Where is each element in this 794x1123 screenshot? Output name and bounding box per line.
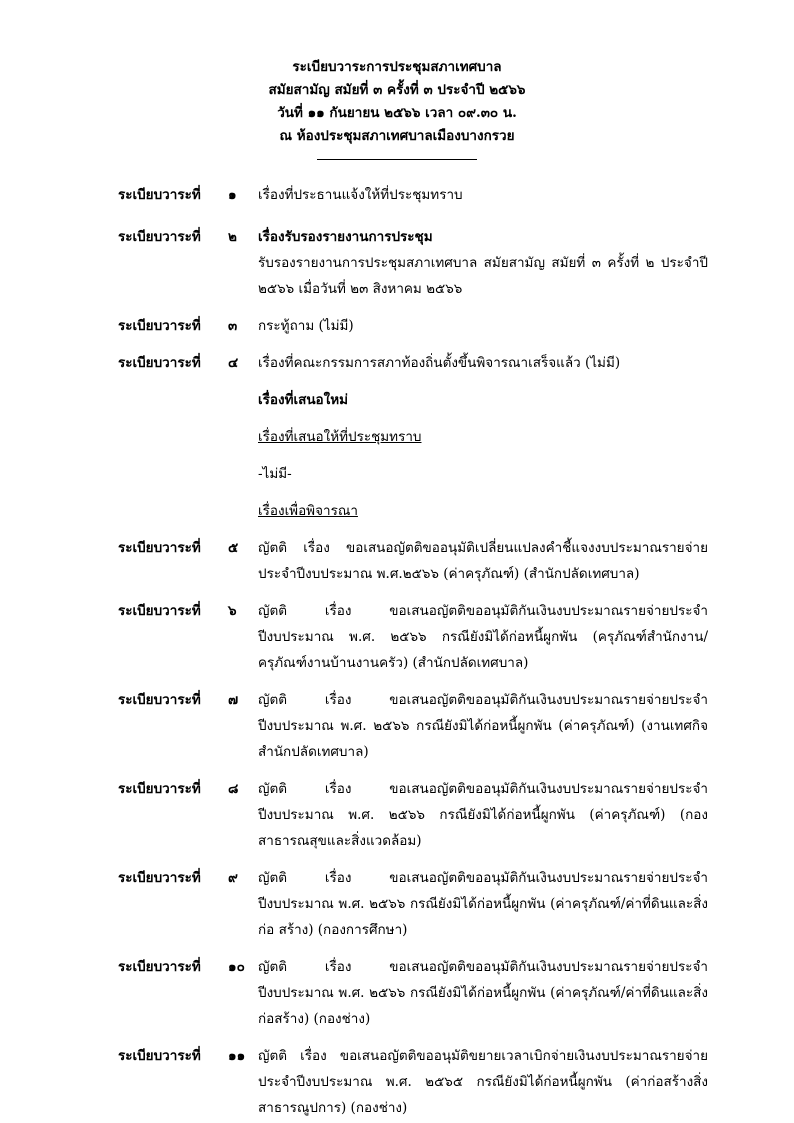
agenda-number: ๗ bbox=[228, 692, 239, 708]
header-date-time: วันที่ ๑๑ กันยายน ๒๕๖๖ เวลา ๐๙.๓๐ น. bbox=[277, 105, 517, 121]
agenda-text: ญัตติ เรื่อง ขอเสนอญัตติขออนุมัติกันเงินงบประมาณรายจ่ายประจำปีงบประมาณ พ.ศ. ๒๕๖๖ กรณียังมิได้ก่อหนี้ผูกพัน (ค่าครุภัณฑ์) (งานเทศกิจสำนักปลัดเทศบาล) bbox=[258, 692, 708, 760]
inform-none: -ไม่มี- bbox=[258, 466, 292, 482]
agenda-item-9 bbox=[118, 865, 708, 943]
agenda-number: ๖ bbox=[228, 603, 237, 619]
agenda-number: ๓ bbox=[228, 318, 238, 334]
agenda-body bbox=[258, 224, 708, 302]
agenda-label: ระเบียบวาระที่ bbox=[118, 1048, 201, 1064]
agenda-label: ระเบียบวาระที่ bbox=[118, 692, 201, 708]
agenda-text: ญัตติ เรื่อง ขอเสนอญัตติขออนุมัติเปลี่ยนแปลงคำชี้แจงงบประมาณรายจ่ายประจำปีงบประมาณ พ.ศ.๒๕๖๖ (ค่าครุภัณฑ์) (สำนักปลัดเทศบาล) bbox=[258, 540, 708, 582]
agenda-number: ๑๑ bbox=[228, 1048, 246, 1064]
agenda-item-8 bbox=[118, 776, 708, 854]
agenda-item-5 bbox=[118, 535, 708, 587]
agenda-item-7 bbox=[118, 687, 708, 765]
agenda-label: ระเบียบวาระที่ bbox=[118, 781, 201, 797]
agenda-number: ๑๐ bbox=[228, 959, 245, 975]
agenda-label: ระเบียบวาระที่ bbox=[118, 959, 201, 975]
agenda-label: ระเบียบวาระที่ bbox=[118, 355, 201, 371]
agenda-label: ระเบียบวาระที่ bbox=[118, 870, 201, 886]
header-venue: ณ ห้องประชุมสภาเทศบาลเมืองบางกรวย bbox=[279, 128, 515, 144]
header-title: ระเบียบวาระการประชุมสภาเทศบาล bbox=[292, 59, 502, 75]
agenda-label: ระเบียบวาระที่ bbox=[118, 540, 201, 556]
agenda-title: เรื่องที่คณะกรรมการสภาท้องถิ่นตั้งขึ้นพิจารณาเสร็จแล้ว (ไม่มี) bbox=[258, 355, 621, 371]
agenda-number: ๘ bbox=[228, 781, 239, 797]
agenda-item-10 bbox=[118, 954, 708, 1032]
agenda-title: กระทู้ถาม (ไม่มี) bbox=[258, 318, 354, 334]
agenda-number: ๒ bbox=[228, 229, 237, 245]
agenda-label: ระเบียบวาระที่ bbox=[118, 229, 201, 245]
agenda-number: ๙ bbox=[228, 870, 238, 886]
inform-heading: เรื่องที่เสนอให้ที่ประชุมทราบ bbox=[258, 429, 422, 445]
document-header bbox=[0, 56, 794, 160]
header-divider bbox=[317, 159, 477, 160]
agenda-text: ญัตติ เรื่อง ขอเสนอญัตติขออนุมัติกันเงินงบประมาณรายจ่ายประจำปีงบประมาณ พ.ศ. ๒๕๖๖ กรณียังมิได้ก่อหนี้ผูกพัน (ค่าครุภัณฑ์/ค่าที่ดินและสิ่งก่อสร้าง) (กองช่าง) bbox=[258, 959, 708, 1027]
agenda-text: ญัตติ เรื่อง ขอเสนอญัตติขออนุมัติกันเงินงบประมาณรายจ่ายประจำปีงบประมาณ พ.ศ. ๒๕๖๖ กรณียังมิได้ก่อหนี้ผูกพัน (ค่าครุภัณฑ์/ค่าที่ดินและสิ่งก่อ สร้าง) (กองการศึกษา) bbox=[258, 870, 708, 938]
header-session: สมัยสามัญ สมัยที่ ๓ ครั้งที่ ๓ ประจำปี ๒๕๖๖ bbox=[268, 82, 526, 98]
agenda-label: ระเบียบวาระที่ bbox=[118, 318, 201, 334]
agenda-number: ๔ bbox=[228, 355, 239, 371]
agenda-title: เรื่องรับรองรายงานการประชุม bbox=[258, 229, 433, 245]
agenda-item-3 bbox=[118, 313, 708, 339]
agenda-item-11 bbox=[118, 1043, 708, 1121]
agenda-detail: รับรองรายงานการประชุมสภาเทศบาล สมัยสามัญ สมัยที่ ๓ ครั้งที่ ๒ ประจำปี ๒๕๖๖ เมื่อวันที่ ๒๓ สิงหาคม ๒๕๖๖ bbox=[258, 255, 708, 297]
agenda-label: ระเบียบวาระที่ bbox=[118, 187, 201, 203]
agenda-list bbox=[118, 182, 708, 1121]
consider-heading: เรื่องเพื่อพิจารณา bbox=[258, 503, 358, 519]
agenda-text: ญัตติ เรื่อง ขอเสนอญัตติขออนุมัติกันเงินงบประมาณรายจ่ายประจำปีงบประมาณ พ.ศ. ๒๕๖๖ กรณียังมิได้ก่อหนี้ผูกพัน (ครุภัณฑ์สำนักงาน/ครุภัณฑ์งานบ้านงานครัว) (สำนักปลัดเทศบาล) bbox=[258, 603, 708, 671]
agenda-item-1 bbox=[118, 182, 708, 208]
agenda-item-4 bbox=[118, 350, 708, 376]
agenda-item-6 bbox=[118, 598, 708, 676]
agenda-number: ๑ bbox=[228, 187, 237, 203]
new-matters-heading: เรื่องที่เสนอใหม่ bbox=[258, 392, 349, 408]
agenda-text: ญัตติ เรื่อง ขอเสนอญัตติขออนุมัติกันเงินงบประมาณรายจ่ายประจำปีงบประมาณ พ.ศ. ๒๕๖๖ กรณียังมิได้ก่อหนี้ผูกพัน (ค่าครุภัณฑ์) (กองสาธารณสุขและสิ่งแวดล้อม) bbox=[258, 781, 708, 849]
agenda-item-2 bbox=[118, 224, 708, 302]
agenda-number: ๕ bbox=[228, 540, 239, 556]
agenda-title: เรื่องที่ประธานแจ้งให้ที่ประชุมทราบ bbox=[258, 187, 463, 203]
agenda-label: ระเบียบวาระที่ bbox=[118, 603, 201, 619]
agenda-text: ญัตติ เรื่อง ขอเสนอญัตติขออนุมัติขยายเวลาเบิกจ่ายเงินงบประมาณรายจ่ายประจำปีงบประมาณ พ.ศ. ๒๕๖๕ กรณียังมิได้ก่อหนี้ผูกพัน (ค่าก่อสร้างสิ่งสาธารณูปการ) (กองช่าง) bbox=[258, 1048, 708, 1116]
